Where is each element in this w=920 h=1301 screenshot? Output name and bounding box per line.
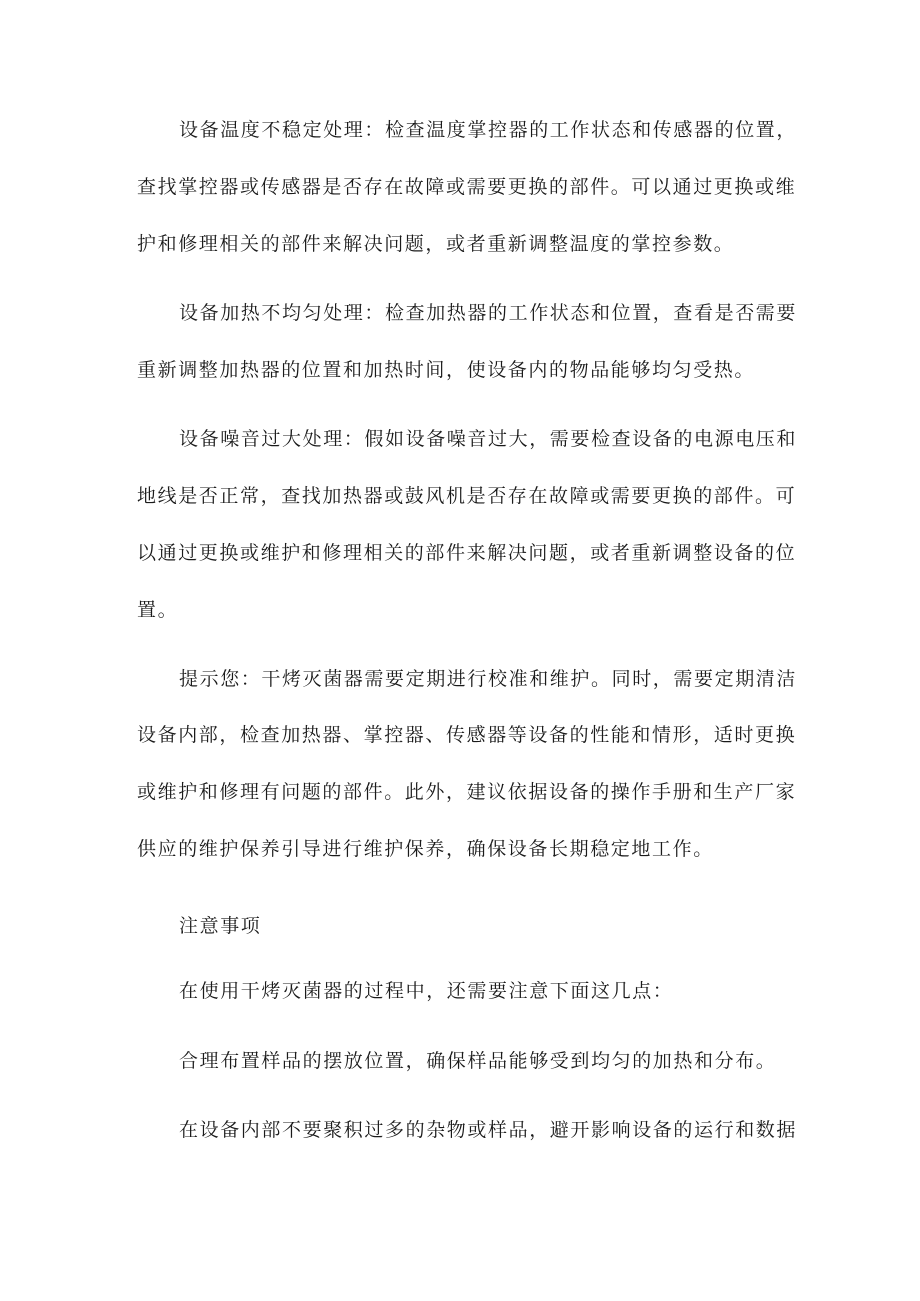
- text-line: 置。: [137, 599, 179, 621]
- text-line: 设备温度不稳定处理：检查温度掌控器的工作状态和传感器的位置，: [179, 119, 798, 141]
- text-line: 设备噪音过大处理：假如设备噪音过大，需要检查设备的电源电压和: [179, 428, 798, 450]
- text-line: 在使用干烤灭菌器的过程中，还需要注意下面这几点：: [179, 980, 674, 1002]
- text-line: 合理布置样品的摆放位置，确保样品能够受到均匀的加热和分布。: [179, 1050, 777, 1072]
- text-line: 查找掌控器或传感器是否存在故障或需要更换的部件。可以通过更换或维: [137, 176, 797, 198]
- section-heading: 注意事项: [179, 915, 262, 937]
- text-line: 护和修理相关的部件来解决问题，或者重新调整温度的掌控参数。: [137, 233, 735, 255]
- text-line: 提示您：干烤灭菌器需要定期进行校准和维护。同时，需要定期清洁: [179, 668, 798, 690]
- text-line: 设备加热不均匀处理：检查加热器的工作状态和位置，查看是否需要: [179, 302, 798, 324]
- text-line: 重新调整加热器的位置和加热时间，使设备内的物品能够均匀受热。: [137, 359, 756, 381]
- text-line: 供应的维护保养引导进行维护保养，确保设备长期稳定地工作。: [137, 838, 714, 860]
- text-line: 在设备内部不要聚积过多的杂物或样品，避开影响设备的运行和数据: [179, 1119, 798, 1141]
- text-line: 设备内部，检查加热器、掌控器、传感器等设备的性能和情形，适时更换: [137, 724, 797, 746]
- text-line: 地线是否正常，查找加热器或鼓风机是否存在故障或需要更换的部件。可: [137, 485, 797, 507]
- text-line: 或维护和修理有问题的部件。此外，建议依据设备的操作手册和生产厂家: [137, 781, 797, 803]
- text-line: 以通过更换或维护和修理相关的部件来解决问题，或者重新调整设备的位: [137, 542, 797, 564]
